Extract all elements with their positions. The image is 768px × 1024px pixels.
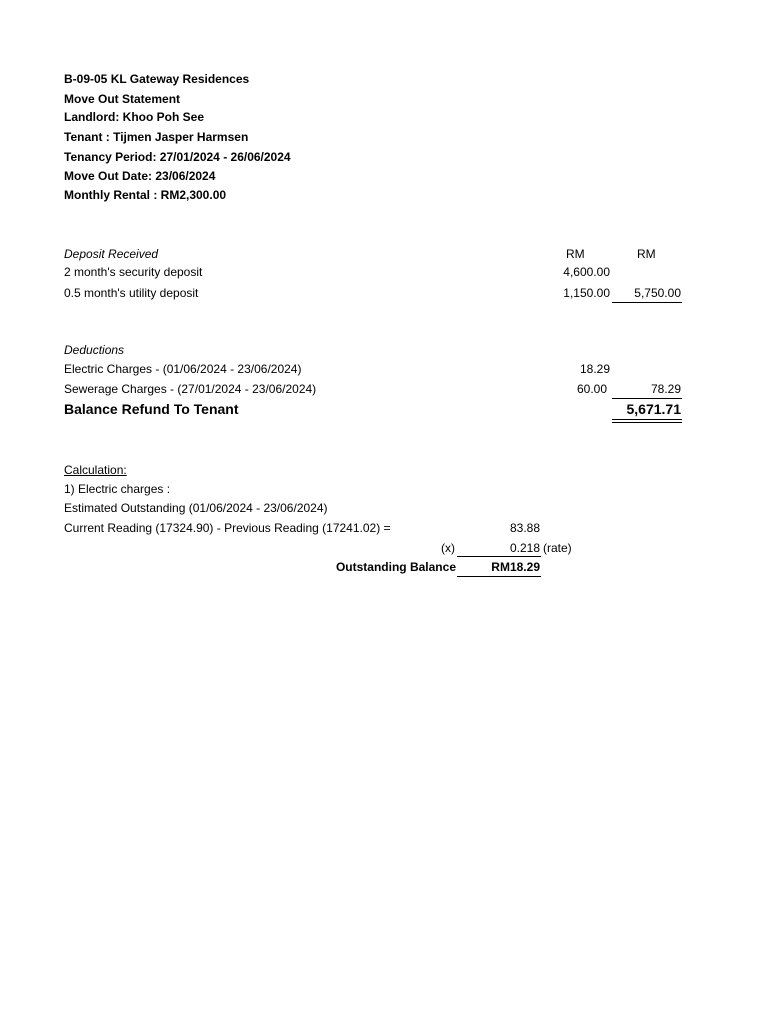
multiply-symbol: (x) bbox=[441, 541, 455, 555]
calculation-heading: Calculation: bbox=[64, 463, 127, 477]
deposit-col1-unit: RM bbox=[566, 247, 585, 261]
deduction-item-amount: 60.00 bbox=[576, 382, 607, 396]
rate-value: 0.218 bbox=[509, 541, 540, 555]
meter-reading-line: Current Reading (17324.90) - Previous Reading (17241.02) = bbox=[64, 521, 391, 535]
deposit-total: 5,750.00 bbox=[634, 286, 681, 300]
monthly-rental-line: Monthly Rental : RM2,300.00 bbox=[64, 188, 227, 202]
deposit-total-underline bbox=[612, 302, 682, 303]
document-title: Move Out Statement bbox=[64, 92, 181, 106]
deposit-heading: Deposit Received bbox=[64, 247, 159, 261]
move-out-date-line: Move Out Date: 23/06/2024 bbox=[64, 169, 216, 183]
landlord-line: Landlord: Khoo Poh See bbox=[64, 110, 204, 124]
deposit-item-amount: 4,600.00 bbox=[563, 265, 610, 279]
tenancy-period-line: Tenancy Period: 27/01/2024 - 26/06/2024 bbox=[64, 150, 291, 164]
rate-underline bbox=[457, 556, 541, 557]
units-consumed-value: 83.88 bbox=[509, 521, 540, 535]
balance-refund-value: 5,671.71 bbox=[626, 401, 681, 417]
estimated-outstanding-line: Estimated Outstanding (01/06/2024 - 23/06/2024) bbox=[64, 501, 328, 515]
rate-note: (rate) bbox=[543, 541, 572, 555]
deduction-item-label: Sewerage Charges - (27/01/2024 - 23/06/2024) bbox=[64, 382, 317, 396]
deposit-col2-unit: RM bbox=[637, 247, 656, 261]
deduction-item-label: Electric Charges - (01/06/2024 - 23/06/2024) bbox=[64, 362, 302, 376]
outstanding-underline bbox=[457, 576, 541, 577]
tenant-line: Tenant : Tijmen Jasper Harmsen bbox=[64, 130, 249, 144]
outstanding-balance-label: Outstanding Balance bbox=[335, 560, 456, 574]
deposit-item-amount: 1,150.00 bbox=[563, 286, 610, 300]
deposit-item-label: 0.5 month's utility deposit bbox=[64, 286, 199, 300]
deduction-item-amount: 18.29 bbox=[579, 362, 610, 376]
deductions-heading: Deductions bbox=[64, 343, 125, 357]
balance-double-underline bbox=[612, 419, 682, 423]
deduction-total: 78.29 bbox=[650, 382, 681, 396]
deposit-item-label: 2 month's security deposit bbox=[64, 265, 203, 279]
property-name: B-09-05 KL Gateway Residences bbox=[64, 72, 250, 86]
calculation-item: 1) Electric charges : bbox=[64, 482, 171, 496]
deduction-total-underline bbox=[612, 398, 682, 399]
outstanding-balance-value: RM18.29 bbox=[491, 560, 540, 574]
balance-refund-label: Balance Refund To Tenant bbox=[64, 401, 239, 417]
